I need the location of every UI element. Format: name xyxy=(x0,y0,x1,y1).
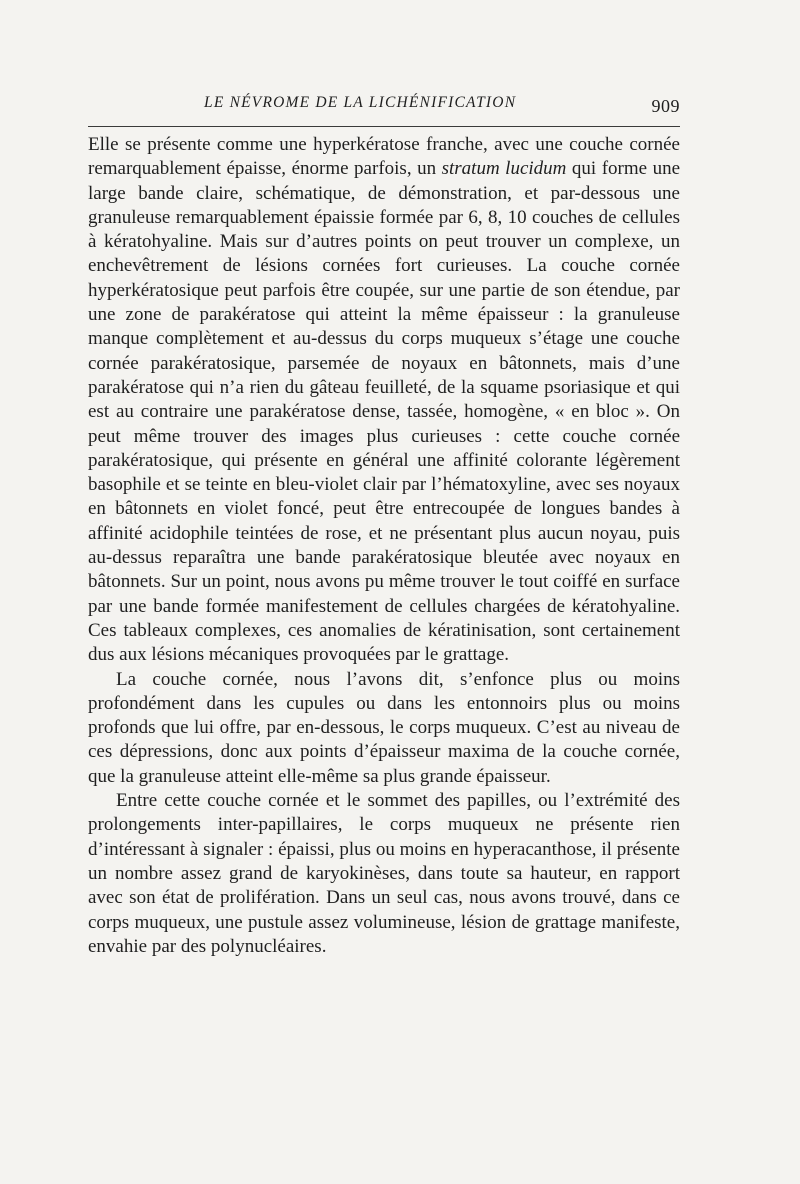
paragraph-1-text-before: Elle se présente comme une hyperkératose franche, avec une couche cornée remarquablement épaisse, énorme parfois, un xyxy=(88,134,680,180)
paragraph-2: La couche cornée, nous l’avons dit, s’enfonce plus ou moins profondément dans les cupules ou dans les entonnoirs plus ou moins profonds que lui offre, par en-dessous, le corps muqueux. C’est au niveau de ces dépressions, donc aux points d’épaisseur maxima de la couche cornée, que la granuleuse atteint elle-même sa plus grande épaisseur. xyxy=(88,668,680,787)
paragraph-1-text-after: qui forme une large bande claire, schématique, de démonstration, et par-dessous une granuleuse remarquablement épaissie formée par 6, 8, 10 couches de cellules à kératohyaline. Mais sur d’autres points on peut trouver un complexe, un enchevêtrement de lésions cornées fort curieuses. La couche cornée hyperkératosique peut parfois être coupée, sur une partie de son étendue, par une zone de parakératose qui atteint la même épaisseur : la granuleuse manque complètement et au-dessus du corps muqueux s’étage une couche cornée parakératosique, parsemée de noyaux en bâtonnets, mais d’une parakératose qui n’a rien du gâteau feuilleté, de la squame psoriasique et qui est au contraire une parakératose dense, tassée, homogène, « en bloc ». On peut même trouver des images plus curieuses : cette couche cornée parakératosique, qui présente en général une affinité colorante légèrement basophile et se teinte en bleu-violet clair par l’hématoxyline, avec ses noyaux en bâtonnets en violet foncé, peut être entrecoupée de longues bandes à affinité acidophile teintées de rose, et ne présentant plus aucun noyau, puis au-dessus reparaîtra une bande parakératosique bleutée avec noyaux en bâtonnets. Sur un point, nous avons pu même trouver le tout coiffé en surface par une bande formée manifestement de cellules chargées de kératohyaline. Ces tableaux complexes, ces anomalies de kératinisation, sont certainement dus aux lésions mécaniques provoquées par le grattage. xyxy=(88,158,681,666)
running-title: LE NÉVROME DE LA LICHÉNIFICATION xyxy=(204,94,517,111)
paragraph-1 xyxy=(88,133,680,668)
body-text xyxy=(88,133,680,959)
running-head xyxy=(88,90,680,124)
header-rule xyxy=(88,126,680,127)
paragraph-1-italic-term: stratum lucidum xyxy=(441,158,567,180)
paragraph-3: Entre cette couche cornée et le sommet des papilles, ou l’extrémité des prolongements inter-papillaires, le corps muqueux ne présente rien d’intéressant à signaler : épaissi, plus ou moins en hyperacanthose, il présente un nombre assez grand de karyokinèses, dans toute sa hauteur, en rapport avec son état de prolifération. Dans un seul cas, nous avons trouvé, dans ce corps muqueux, une pustule assez volumineuse, lésion de grattage manifeste, envahie par des polynucléaires. xyxy=(88,790,680,957)
page-number: 909 xyxy=(651,96,680,116)
